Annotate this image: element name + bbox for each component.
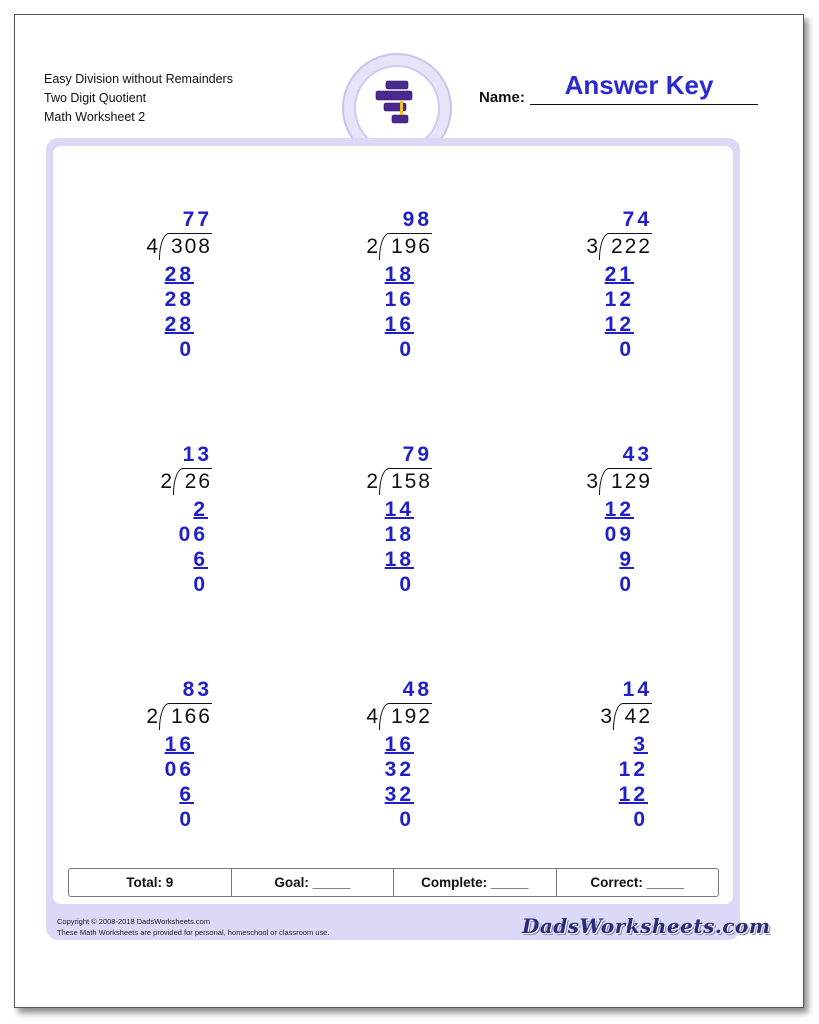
divisor: 3 [586, 470, 598, 493]
work-step: 12 [618, 783, 648, 806]
copyright-line-1: Copyright © 2008-2018 DadsWorksheets.com [57, 917, 210, 926]
work-step: 12 [618, 758, 648, 781]
dividend: 158 [390, 470, 432, 493]
division-problem [532, 678, 652, 848]
quotient-answer: 48 [402, 678, 432, 701]
work-step: 18 [384, 263, 414, 286]
work-step: 0 [619, 573, 634, 596]
work-step: 32 [384, 783, 414, 806]
worksheet-title-line-2: Two Digit Quotient [44, 91, 147, 105]
work-step: 0 [179, 338, 194, 361]
division-problem [92, 208, 212, 378]
work-step: 12 [604, 498, 634, 521]
work-step: 0 [399, 573, 414, 596]
correct-cell: Correct: _____ [590, 875, 685, 890]
divisor: 2 [366, 470, 378, 493]
total-cell: Total: 9 [69, 869, 232, 896]
quotient-answer: 14 [622, 678, 652, 701]
dividend: 26 [184, 470, 212, 493]
work-step: 12 [604, 288, 634, 311]
dividend: 166 [170, 705, 212, 728]
work-step: 16 [384, 313, 414, 336]
answer-key-label: Answer Key [564, 70, 714, 100]
divisor: 3 [586, 235, 598, 258]
divisor: 4 [366, 705, 378, 728]
work-step: 0 [633, 808, 648, 831]
quotient-answer: 83 [182, 678, 212, 701]
work-step: 06 [178, 523, 208, 546]
work-step: 16 [384, 733, 414, 756]
dividend: 129 [610, 470, 652, 493]
score-table [68, 868, 719, 897]
divisor: 2 [366, 235, 378, 258]
work-step: 6 [193, 548, 208, 571]
division-problem [532, 208, 652, 378]
work-step: 0 [399, 338, 414, 361]
division-problem [312, 208, 432, 378]
complete-cell: Complete: _____ [394, 869, 557, 896]
division-problem [312, 443, 432, 613]
brand-logo: DadsWorksheets.com [522, 914, 771, 938]
work-step: 18 [384, 523, 414, 546]
work-step: 6 [179, 783, 194, 806]
work-step: 21 [604, 263, 634, 286]
work-step: 3 [633, 733, 648, 756]
work-step: 09 [604, 523, 634, 546]
quotient-answer: 43 [622, 443, 652, 466]
name-underline [530, 104, 758, 105]
work-step: 0 [179, 808, 194, 831]
quotient-answer: 98 [402, 208, 432, 231]
work-step: 18 [384, 548, 414, 571]
goal-cell: Goal: _____ [232, 869, 395, 896]
work-step: 06 [164, 758, 194, 781]
division-problem [312, 678, 432, 848]
dividend: 192 [390, 705, 432, 728]
division-problem [92, 443, 212, 613]
quotient-answer: 79 [402, 443, 432, 466]
work-step: 12 [604, 313, 634, 336]
division-problem [532, 443, 652, 613]
work-step: 16 [384, 288, 414, 311]
work-step: 16 [164, 733, 194, 756]
name-label: Name: [479, 89, 525, 106]
work-step: 0 [193, 573, 208, 596]
dividend: 42 [624, 705, 652, 728]
worksheet-title-line-3: Math Worksheet 2 [44, 110, 146, 124]
work-step: 2 [193, 498, 208, 521]
worksheet-title-line-1: Easy Division without Remainders [44, 72, 233, 86]
quotient-answer: 13 [182, 443, 212, 466]
copyright-line-2: These Math Worksheets are provided for personal, homeschool or classroom use. [57, 928, 330, 937]
work-step: 28 [164, 313, 194, 336]
work-step: 0 [399, 808, 414, 831]
work-step: 0 [619, 338, 634, 361]
work-step: 14 [384, 498, 414, 521]
dividend: 196 [390, 235, 432, 258]
work-step: 32 [384, 758, 414, 781]
division-problem [92, 678, 212, 848]
dividend: 308 [170, 235, 212, 258]
work-step: 28 [164, 288, 194, 311]
divisor: 4 [146, 235, 158, 258]
quotient-answer: 77 [182, 208, 212, 231]
work-step: 28 [164, 263, 194, 286]
quotient-answer: 74 [622, 208, 652, 231]
divisor: 2 [146, 705, 158, 728]
divisor: 3 [600, 705, 612, 728]
copyright-text [57, 916, 330, 938]
dividend: 222 [610, 235, 652, 258]
work-step: 9 [619, 548, 634, 571]
divisor: 2 [160, 470, 172, 493]
